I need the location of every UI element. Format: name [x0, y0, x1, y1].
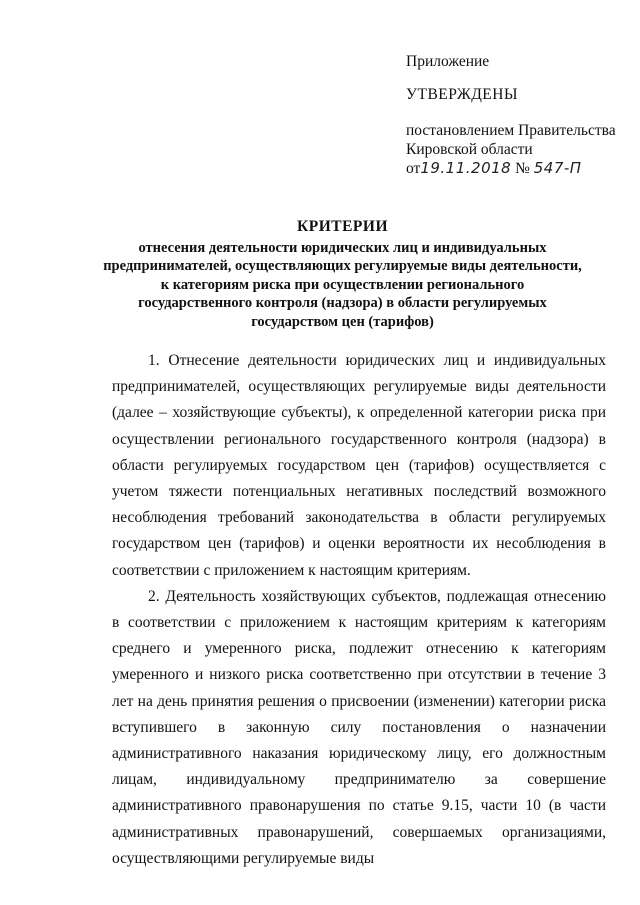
approval-block [406, 121, 616, 178]
paragraph-2: 2. Деятельность хозяйствующих субъектов, подлежащая отнесению в соответствии с приложением к настоящим критериям к категориям среднего и умеренного риска, подлежит отнесению к категориям умеренного и низкого риска соответственно при отсутствии в течение 3 лет на день принятия решения о присвоении (изменении) категории риска вступившего в законную силу постановления о назначении административного наказания юридическому лицу, его должностным лицам, индивидуальному предпринимателю за совершение административного правонарушения по статье 9.15, части 10 (в части административных правонарушений, совершаемых организациями, осуществляющими регулируемые виды [112, 587, 606, 867]
handwritten-number: 547-П [533, 159, 582, 177]
number-prefix: № [515, 160, 530, 177]
title-line-2: предпринимателей, осуществляющих регулируемые виды деятельности, [103, 258, 582, 275]
approval-title: УТВЕРЖДЕНЫ [406, 86, 518, 103]
date-prefix: от [406, 160, 421, 177]
paragraph-1: 1. Отнесение деятельности юридических лиц и индивидуальных предпринимателей, осуществляющих регулируемые виды деятельности (далее – хозяйствующие субъекты), к определенной категории риска при осуществлении регионального государственного контроля (надзора) в области регулируемых государством цен (тарифов) осуществляется с учетом тяжести потенциальных негативных последствий возможного несоблюдения требований законодательства в области регулируемых государством цен (тарифов) и оценки вероятности их несоблюдения в соответствии с приложением к настоящим критериям. [112, 352, 606, 579]
document-title-block [70, 218, 615, 332]
title-line-1: отнесения деятельности юридических лиц и индивидуальных [138, 239, 547, 256]
approval-line-1: постановлением Правительства [406, 122, 616, 139]
appendix-label: Приложение [406, 53, 490, 70]
approval-line-2: Кировской области [406, 141, 533, 158]
title-line-5: государством цен (тарифов) [251, 313, 434, 330]
handwritten-date: 19.11.2018 [420, 159, 512, 177]
approval-date-line [406, 159, 616, 178]
title-line-4: государственного контроля (надзора) в области регулируемых [138, 295, 547, 312]
title-line-3: к категориям риска при осуществлении регионального [160, 276, 525, 293]
document-body [112, 348, 606, 872]
document-title: КРИТЕРИИ [296, 218, 389, 235]
